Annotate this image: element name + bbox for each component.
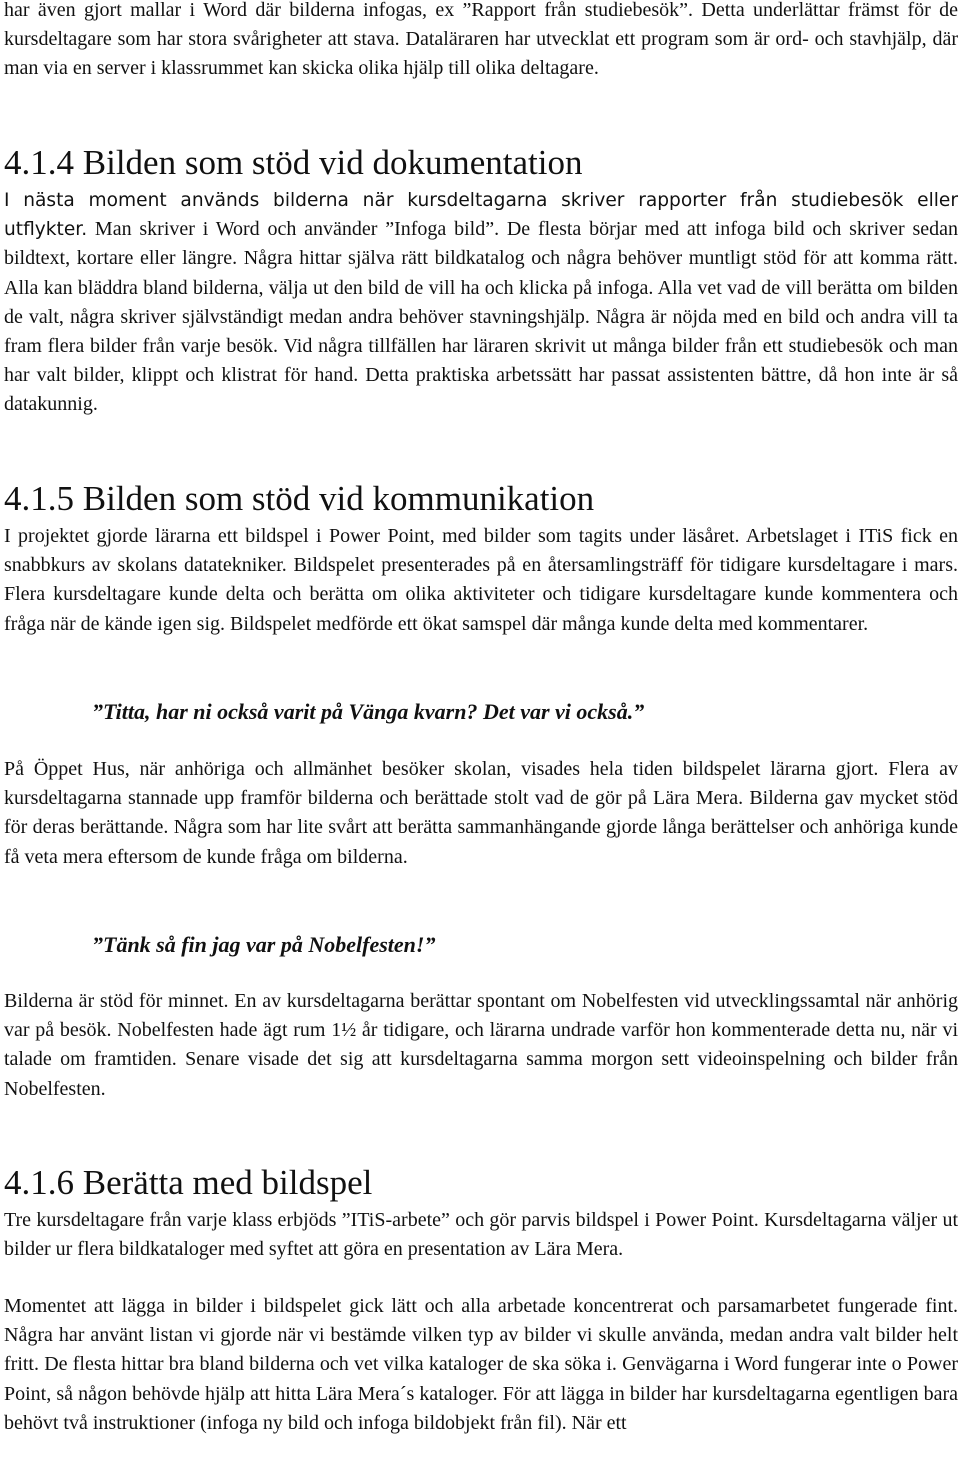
section-4-1-6-paragraph-2: Momentet att lägga in bilder i bildspelet gick lätt och alla arbetade koncentrerat och parsamarbetet fungerade fint. Några har använt listan vi gjorde när vi bestämde vilken typ av bilder vi skulle använda, medan andra valt bilder helt fritt. De flesta hittar bra bland bilderna och vet vilka kataloger de ska söka i. Genvägarna i Word fungerar inte o Power Point, så någon behövde hjälp att hitta Lära Mera´s kataloger. För att lägga in bilder har kursdeltagarna egentligen bara behövt två instruktioner (infoga ny bild och infoga bildobjekt från fil). När ett bbox=[4, 1295, 958, 1434]
section-4-1-5-paragraph-3: Bilderna är stöd för minnet. En av kursdeltagarna berättar spontant om Nobelfesten vid utvecklingssamtal när anhörig var på besök. Nobelfesten hade ägt rum 1½ år tidigare, och lärarna undrade varför hon kommenterade detta nu, när vi talade om framtiden. Senare visade det sig att kursdeltagarna samma morgon sett videoinspelning och bilder från Nobelfesten. bbox=[4, 990, 958, 1100]
section-4-1-4-lead: I nästa moment används bilderna när kursdeltagarna skriver rapporter från studiebesök eller utflykter. bbox=[4, 190, 958, 241]
section-heading-4-1-5: 4.1.5 Bilden som stöd vid kommunikation bbox=[4, 479, 595, 518]
quote-vanga-kvarn: ”Titta, har ni också varit på Vänga kvarn? Det var vi också.” bbox=[92, 699, 645, 724]
section-heading-4-1-4: 4.1.4 Bilden som stöd vid dokumentation bbox=[4, 143, 583, 182]
section-4-1-4-paragraph bbox=[4, 186, 958, 420]
section-heading-4-1-6: 4.1.6 Berätta med bildspel bbox=[4, 1163, 373, 1202]
section-4-1-6-paragraph-1: Tre kursdeltagare från varje klass erbjöds ”ITiS-arbete” och gör parvis bildspel i Power Point. Kursdeltagarna väljer ut bilder ur flera bildkataloger med syftet att göra en presentation av Lära Mera. bbox=[4, 1209, 958, 1261]
section-4-1-5-paragraph-2: På Öppet Hus, när anhöriga och allmänhet besöker skolan, visades hela tiden bildspelet lärarna gjort. Flera av kursdeltagarna stannade upp framför bilderna och berättade stolt vad de gör på Lära Mera. Bilderna gav mycket stöd för deras berättande. Några som har lite svårt att berätta sammanhängande gjorde långa berättelser och anhöriga kunde få veta mera eftersom de kunde fråga om bilderna. bbox=[4, 758, 958, 868]
quote-nobelfesten: ”Tänk så fin jag var på Nobelfesten!” bbox=[92, 932, 436, 957]
section-4-1-5-paragraph-1: I projektet gjorde lärarna ett bildspel i Power Point, med bilder som tagits under läsåret. Arbetslaget i ITiS fick en snabbkurs av skolans datatekniker. Bildspelet presenterades på en återsamlingsträff för tidigare kursdeltagare i mars. Flera kursdeltagare kunde delta och berätta om olika aktiviteter och tidigare kursdeltagare kunde kommentera och fråga när de kände igen sig. Bildspelet medförde ett ökat samspel där många kunde delta med kommentarer. bbox=[4, 525, 958, 635]
section-4-1-4-body: Man skriver i Word och använder ”Infoga bild”. De flesta börjar med att infoga bild och skriver sedan bildtext, kortare eller längre. Några hittar själva rätt bildkatalog och några behöver muntligt stöd för att komma rätt. Alla kan bläddra bland bilderna, välja ut den bild de vill ha och klicka på infoga. Alla vet vad de vill berätta om bilden de valt, några skriver självständigt medan andra behöver stavningshjälp. Några är nöjda med en bild och andra vill ta fram flera bilder från varje besök. Vid några tillfällen har läraren skrivit ut många bilder från ett studiebesök och man har valt bilder, klippt och klistrat för hand. Detta praktiska arbetssätt har passat assistenten bättre, då hon inte är så datakunnig. bbox=[4, 218, 958, 416]
intro-paragraph: har även gjort mallar i Word där bilderna infogas, ex ”Rapport från studiebesök”. Detta underlättar främst för de kursdeltagare som har stora svårigheter att stava. Dataläraren har utvecklat ett program som är ord- och stavhjälp, där man via en server i klassrummet kan skicka olika hjälp till olika deltagare. bbox=[4, 0, 958, 80]
